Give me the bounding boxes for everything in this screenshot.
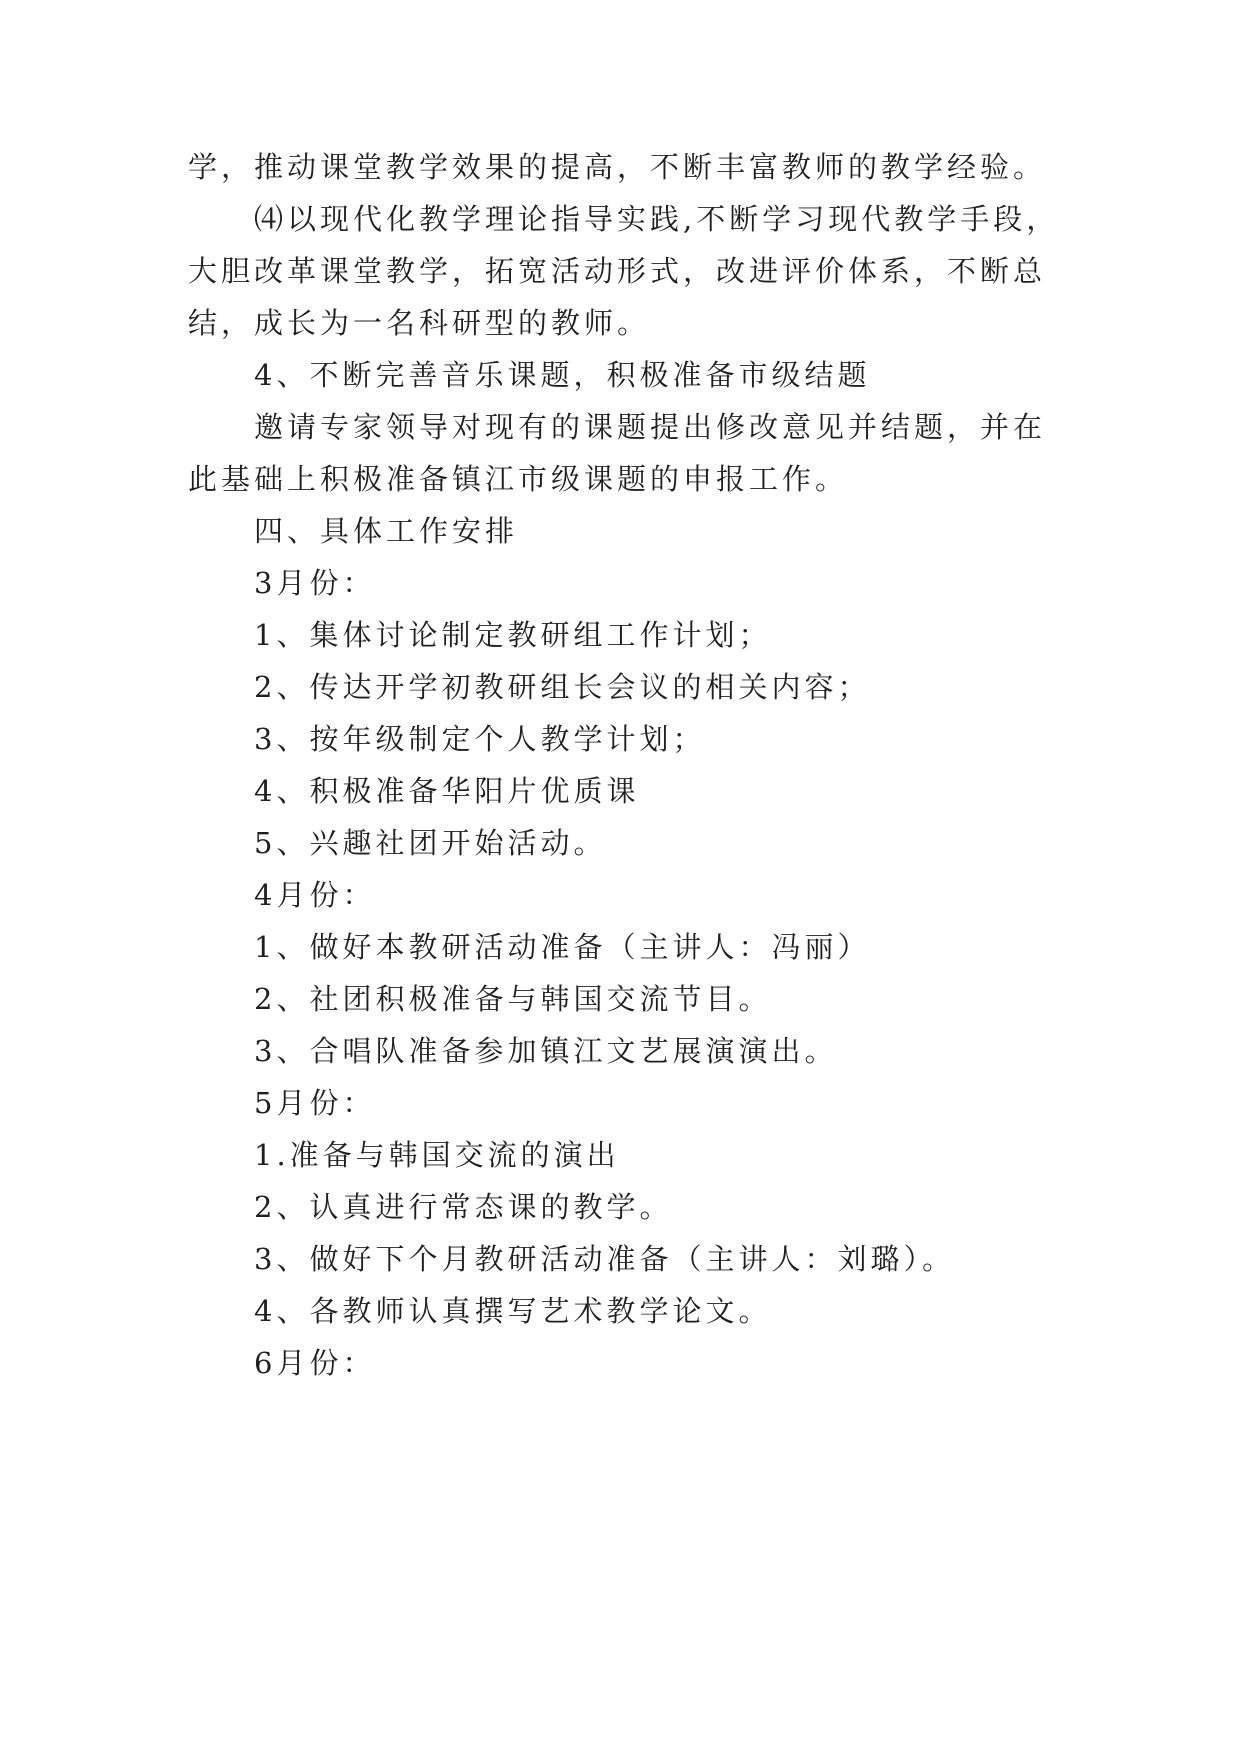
list-item: 3、合唱队准备参加镇江文艺展演演出。 (254, 1034, 838, 1068)
list-item: 4、积极准备华阳片优质课 (254, 774, 640, 808)
text-line: 4、不断完善音乐课题，积极准备市级结题 (254, 358, 871, 392)
text-line: 结，成长为一名科研型的教师。 (188, 306, 651, 340)
list-item: 1、集体讨论制定教研组工作计划； (254, 618, 772, 652)
list-item: 2、社团积极准备与韩国交流节目。 (254, 982, 772, 1016)
text-line: 学，推动课堂教学效果的提高，不断丰富教师的教学经验。 (188, 150, 1047, 184)
list-item: 4、各教师认真撰写艺术教学论文。 (254, 1294, 772, 1328)
month-heading: 3月份： (254, 566, 376, 600)
list-item: 3、做好下个月教研活动准备（主讲人：刘璐）。 (254, 1242, 955, 1276)
text-line: ⑷以现代化教学理论指导实践,不断学习现代教学手段， (254, 202, 1060, 236)
list-item: 2、认真进行常态课的教学。 (254, 1190, 673, 1224)
month-heading: 6月份： (254, 1346, 376, 1380)
text-line: 此基础上积极准备镇江市级课题的申报工作。 (188, 462, 849, 496)
list-item: 5、兴趣社团开始活动。 (254, 826, 607, 860)
month-heading: 5月份： (254, 1086, 376, 1120)
text-line: 大胆改革课堂教学，拓宽活动形式，改进评价体系，不断总 (188, 254, 1047, 288)
list-item: 3、按年级制定个人教学计划； (254, 722, 706, 756)
text-line: 邀请专家领导对现有的课题提出修改意见并结题，并在 (254, 410, 1047, 444)
month-heading: 4月份： (254, 878, 376, 912)
list-item: 2、传达开学初教研组长会议的相关内容； (254, 670, 871, 704)
list-item: 1.准备与韩国交流的演出 (254, 1138, 620, 1172)
section-heading: 四、具体工作安排 (254, 514, 519, 548)
list-item: 1、做好本教研活动准备（主讲人：冯丽） (254, 930, 871, 964)
